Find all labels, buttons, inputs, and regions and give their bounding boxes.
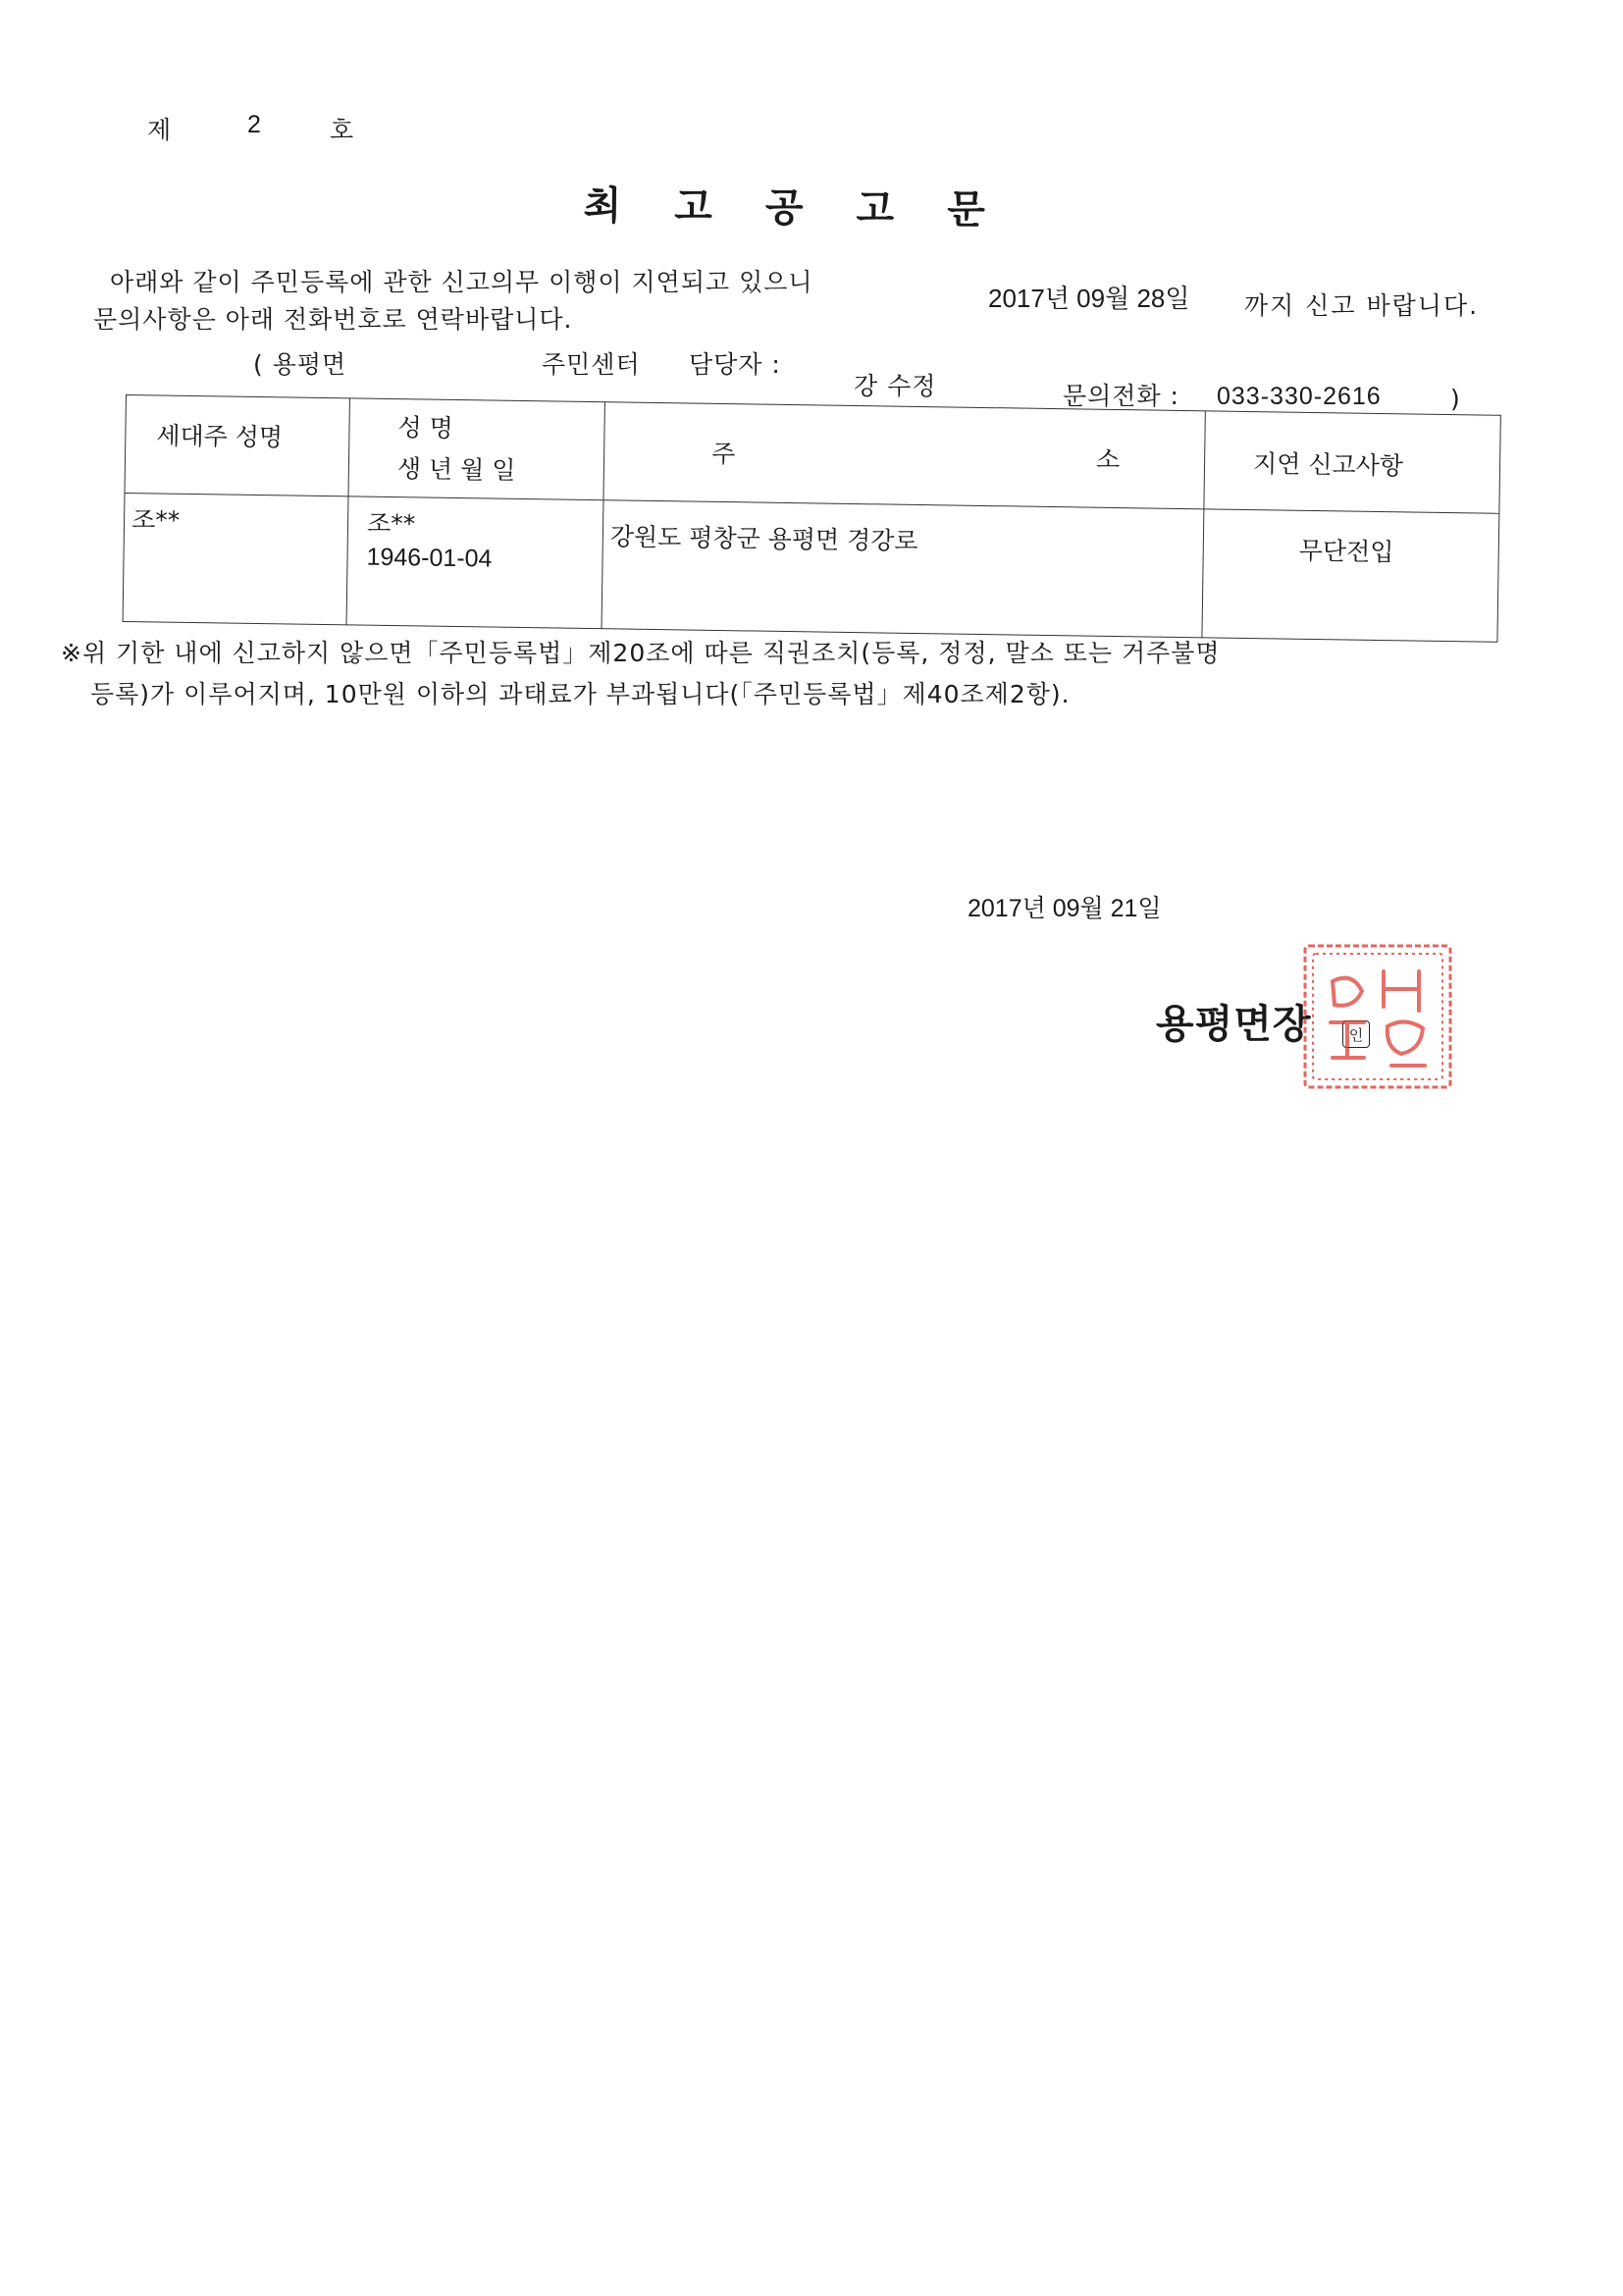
cell-head-name: 조** [131, 505, 181, 535]
contact-district: ( 용평면 [253, 350, 347, 379]
contact-office: 주민센터 [542, 350, 641, 379]
contact-person-name: 강 수정 [854, 372, 937, 400]
deadline-suffix: 까지 신고 바랍니다. [1244, 291, 1480, 320]
header-birth-date: 생 년 월 일 [396, 454, 516, 485]
document-number-suffix: 호 [330, 116, 354, 144]
issue-date: 2017년 09월 21일 [968, 895, 1162, 922]
contact-close-paren: ) [1450, 385, 1461, 413]
intro-line-1: 아래와 같이 주민등록에 관한 신고의무 이행이 지연되고 있으니 [110, 268, 813, 296]
contact-person-label: 담당자 : [689, 350, 781, 379]
cell-birth-date: 1946-01-04 [366, 543, 493, 573]
deadline-date: 2017년 09월 28일 [988, 284, 1190, 313]
official-seal-icon [1293, 932, 1462, 1099]
penalty-notice-line-2: 등록)가 이루어지며, 10만원 이하의 과태료가 부과됩니다(「주민등록법」제40조제2항). [90, 680, 1071, 708]
header-person-name: 성 명 [397, 413, 453, 443]
header-report-item: 지연 신고사항 [1252, 449, 1404, 481]
seal-mark-box: 인 [1342, 1020, 1370, 1048]
header-address-part1: 주 [710, 439, 736, 469]
table-frame [123, 394, 1501, 643]
cell-person-name: 조** [366, 508, 416, 539]
intro-line-2: 문의사항은 아래 전화번호로 연락바랍니다. [93, 305, 573, 334]
cell-address: 강원도 평창군 용평면 경강로 [609, 522, 918, 555]
contact-phone-label: 문의전화 : [1063, 382, 1179, 410]
header-address-part2: 소 [1095, 444, 1121, 475]
header-head-name: 세대주 성명 [156, 421, 284, 452]
cell-report-item: 무단전입 [1298, 536, 1394, 567]
issuer-title: 용평면장 [1156, 1002, 1312, 1047]
penalty-notice-line-1: ※위 기한 내에 신고하지 않으면「주민등록법」제20조에 따른 직권조치(등록, 정정, 말소 또는 거주불명 [61, 639, 1221, 667]
contact-phone: 033-330-2616 [1217, 383, 1382, 410]
document-number-value: 2 [247, 111, 261, 138]
overdue-report-table [123, 394, 1501, 643]
document-title: 최고공고문 [583, 183, 1039, 234]
